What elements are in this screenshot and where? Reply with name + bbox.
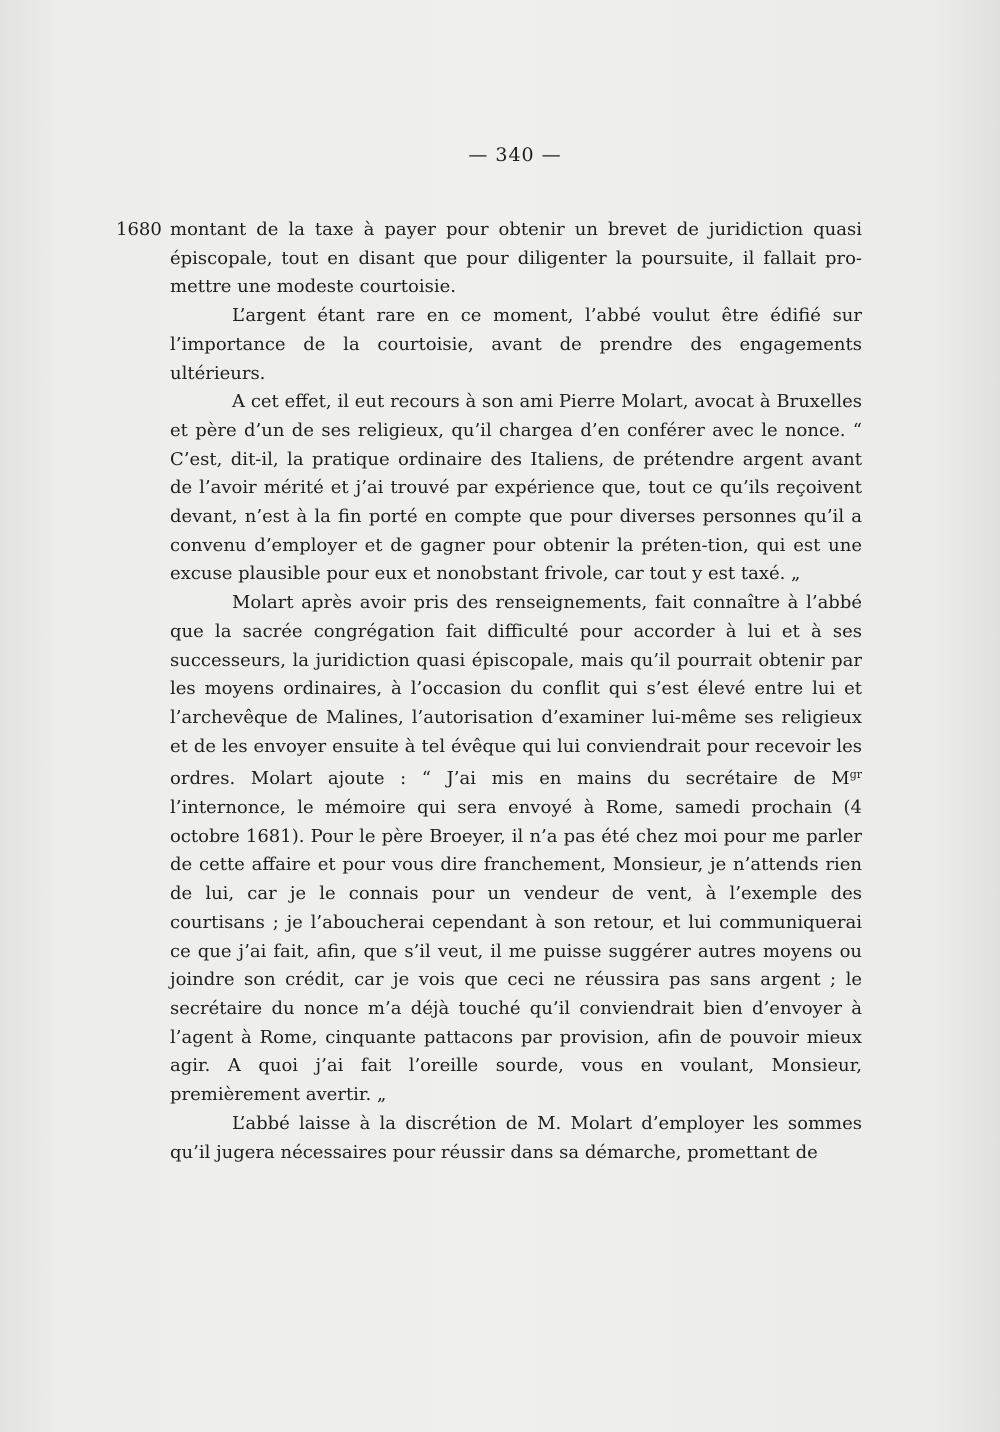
superscript-gr: gr bbox=[849, 768, 862, 782]
paragraph-4-text-end: l’internonce, le mémoire qui sera envoyé à Rome, samedi prochain (4 octobre 1681). Pour le père Broeyer, il n’a pas été chez moi pour me parler de cette affaire et pour vous dire franchement, Monsieur, je n’attends rien de lui, car je le connais pour un vendeur de vent, à l’exemple des courtisans ; je l’aboucherai cependant à son retour, et lui communiquerai ce que j’ai fait, afin, que s’il veut, il me puisse suggérer autres moyens ou joindre son crédit, car je vois que ceci ne réussira pas sans argent ; le secrétaire du nonce m’a déjà touché qu’il conviendrait bien d’envoyer à l’agent à Rome, cinquante pattacons par provision, afin de pouvoir mieux agir. A quoi j’ai fait l’oreille sourde, vous en voulant, Monsieur, premièrement avertir. „ bbox=[170, 797, 862, 1106]
paragraph-4-text-start: Molart après avoir pris des renseignements, fait connaître à l’abbé que la sacrée congrégation fait difficulté pour accorder à lui et à ses successeurs, la juridiction quasi épiscopale, mais qu’il pourrait obtenir par les moyens ordinaires, à l’occasion du conflit qui s’est élevé entre lui et l’archevêque de Malines, l’autorisation d’examiner lui-même ses religieux et de les envoyer ensuite à tel évêque qui lui conviendrait pour recevoir les ordres. Molart ajoute : “ J’ai mis en mains du secrétaire de M bbox=[170, 592, 862, 790]
paragraph-5: L’abbé laisse à la discrétion de M. Molart d’employer les sommes qu’il jugera nécessaires pour réussir dans sa démarche, promettant de bbox=[170, 1112, 862, 1163]
paragraph-4 bbox=[170, 589, 862, 1110]
body-text bbox=[170, 216, 862, 1167]
page-number: — 340 — bbox=[468, 144, 562, 166]
paragraph-1: montant de la taxe à payer pour obtenir un brevet de juridiction quasi épiscopale, tout en disant que pour diligenter la poursuite, il fallait pro-mettre une modeste courtoisie. bbox=[170, 219, 862, 298]
paragraph-3: A cet effet, il eut recours à son ami Pierre Molart, avocat à Bruxelles et père d’un de ses religieux, qu’il chargea d’en conférer avec le nonce. “ C’est, dit-il, la pratique ordinaire des Italiens, de prétendre argent avant de l’avoir mérité et j’ai trouvé par expérience que, tout ce qu’ils reçoivent devant, n’est à la fin porté en compte que pour diverses personnes qu’il a convenu d’employer et de gagner pour obtenir la préten-tion, qui est une excuse plausible pour eux et nonobstant frivole, car tout y est taxé. „ bbox=[170, 391, 862, 585]
paragraph-2: L’argent étant rare en ce moment, l’abbé voulut être édifié sur l’importance de la courtoisie, avant de prendre des engagements ultérieurs. bbox=[170, 305, 862, 384]
margin-year-note: 1680 bbox=[116, 219, 162, 240]
